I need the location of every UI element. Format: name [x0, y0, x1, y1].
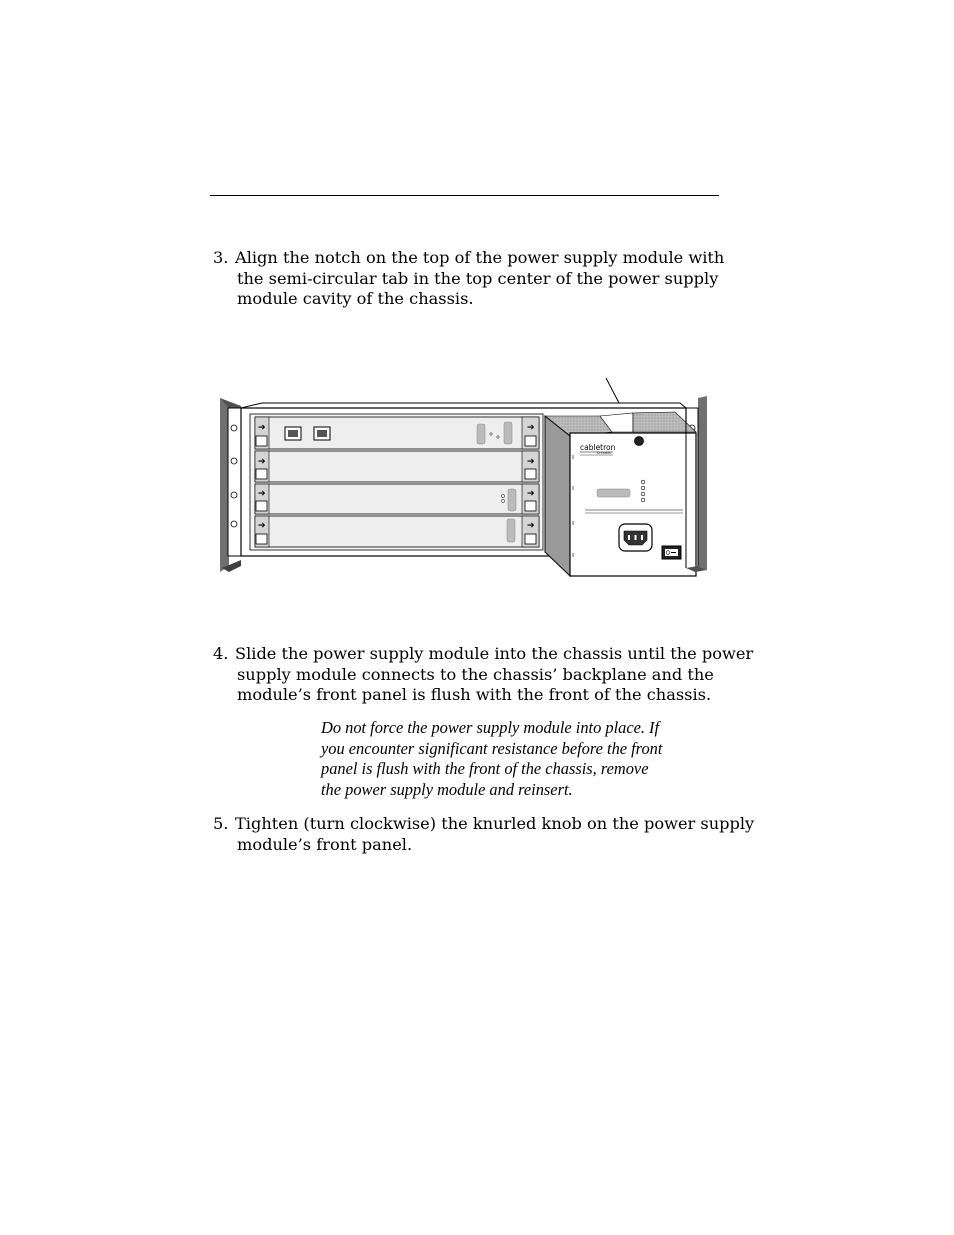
caution-line: Do not force the power supply module into place. If	[321, 718, 660, 737]
svg-text:➔: ➔	[258, 521, 266, 531]
svg-text:➔: ➔	[527, 521, 535, 531]
brand-logo: cabletron	[580, 443, 616, 452]
left-rack-ear	[220, 398, 241, 572]
svg-text:SYSTEMS: SYSTEMS	[597, 451, 611, 455]
caution-line: the power supply module and reinsert.	[321, 779, 573, 799]
caution-line: you encounter significant resistance before the front	[321, 738, 663, 758]
svg-text:➔: ➔	[258, 457, 266, 467]
chassis-top	[241, 403, 686, 408]
svg-text:➔: ➔	[527, 489, 535, 499]
step-text-line: module’s front panel.	[237, 834, 413, 854]
svg-text:➔: ➔	[527, 423, 535, 433]
svg-text:➔: ➔	[258, 423, 266, 433]
module-slot-2	[255, 451, 539, 482]
step-text-line: the semi-circular tab in the top center of the power supply	[237, 268, 719, 288]
step-text-line: module’s front panel is flush with the front of the chassis.	[237, 685, 712, 705]
svg-text:➔: ➔	[527, 457, 535, 467]
step-text-line: supply module connects to the chassis’ backplane and the	[237, 664, 714, 684]
step-text-line: Align the notch on the top of the power supply module with	[235, 248, 725, 267]
step-number: 3.	[213, 248, 229, 267]
module-slot-4	[255, 516, 539, 547]
svg-text:➔: ➔	[258, 489, 266, 499]
caution-note	[321, 718, 662, 800]
step-text-line: module cavity of the chassis.	[237, 289, 474, 309]
step-text-line: Tighten (turn clockwise) the knurled knob on the power supply	[235, 814, 755, 833]
caution-line: panel is flush with the front of the chassis, remove	[321, 759, 649, 779]
step-number: 5.	[213, 814, 229, 833]
module-slot-3	[255, 484, 539, 514]
knurled-knob-icon	[635, 437, 644, 446]
module-slot-1	[255, 417, 539, 449]
power-supply-front-panel	[570, 433, 696, 576]
psu-side-panel	[545, 416, 570, 576]
step-number: 4.	[213, 644, 229, 663]
step-text-line: Slide the power supply module into the chassis until the power	[235, 644, 754, 663]
